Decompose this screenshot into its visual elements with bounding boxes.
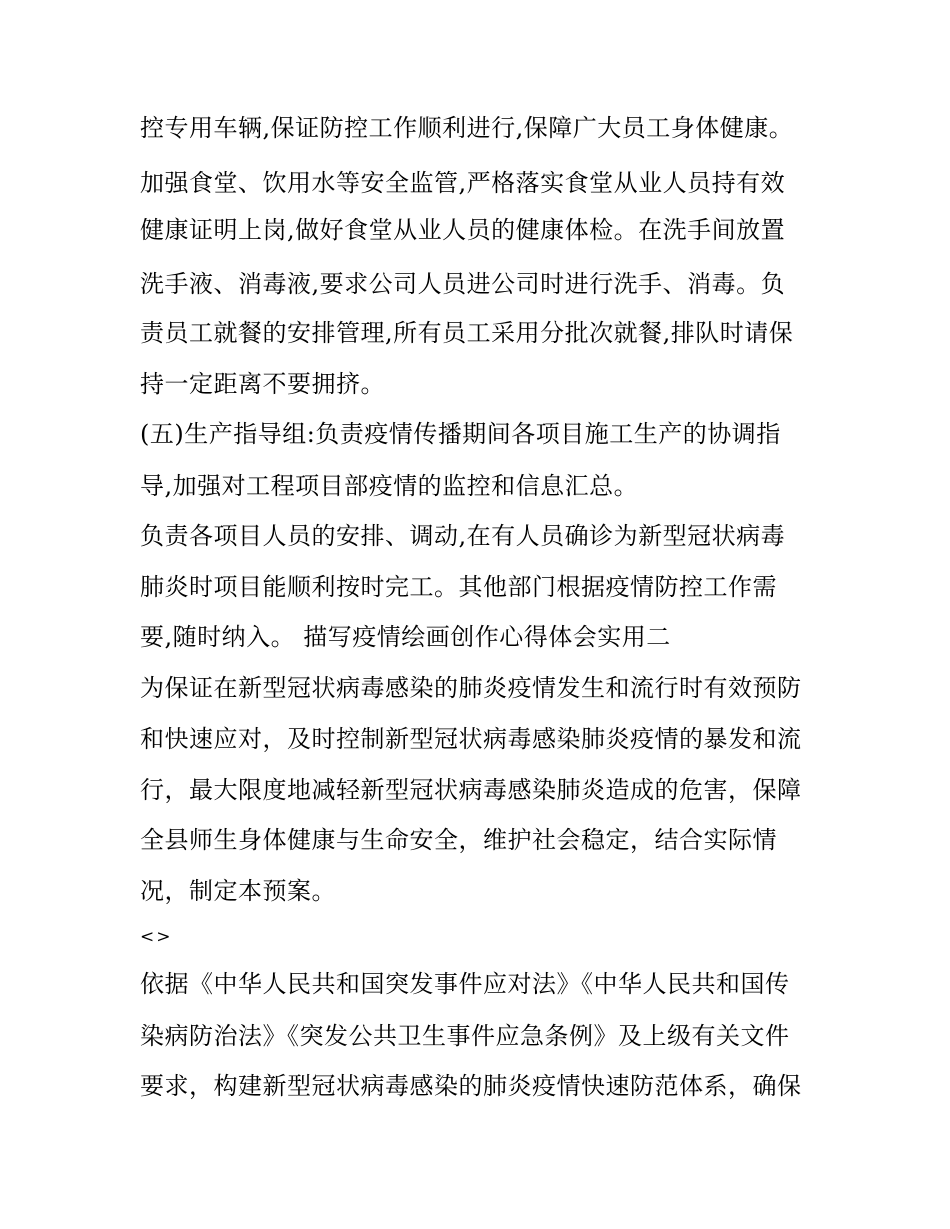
paragraph-line: 况，制定本预案。 bbox=[140, 877, 336, 905]
paragraph-line: 健康证明上岗,做好食堂从业人员的健康体检。在洗手间放置 bbox=[140, 216, 786, 244]
paragraph-line: 染病防治法》《突发公共卫生事件应急条例》及上级有关文件 bbox=[140, 1022, 790, 1050]
paragraph-line: 加强食堂、饮用水等安全监管,严格落实食堂从业人员持有效 bbox=[140, 169, 786, 197]
paragraph-line: 控专用车辆,保证防控工作顺利进行,保障广大员工身体健康。 bbox=[140, 114, 794, 142]
paragraph-line: 为保证在新型冠状病毒感染的肺炎疫情发生和流行时有效预防 bbox=[140, 674, 802, 702]
paragraph-line: 全县师生身体健康与生命安全，维护社会稳定，结合实际情 bbox=[140, 826, 777, 854]
paragraph-line: 行，最大限度地减轻新型冠状病毒感染肺炎造成的危害，保障 bbox=[140, 776, 802, 804]
paragraph-line: 要求，构建新型冠状病毒感染的肺炎疫情快速防范体系，确保 bbox=[140, 1072, 802, 1100]
paragraph-line: 要,随时纳入。 描写疫情绘画创作心得体会实用二 bbox=[140, 623, 671, 651]
paragraph-line: 肺炎时项目能顺利按时完工。其他部门根据疫情防控工作需 bbox=[140, 573, 777, 601]
paragraph-line: 负责各项目人员的安排、调动,在有人员确诊为新型冠状病毒 bbox=[140, 522, 786, 550]
placeholder-marker: <> bbox=[140, 927, 173, 947]
paragraph-line: 持一定距离不要拥挤。 bbox=[140, 370, 385, 398]
paragraph-line: 和快速应对，及时控制新型冠状病毒感染肺炎疫情的暴发和流 bbox=[140, 725, 802, 753]
paragraph-line: 依据《中华人民共和国突发事件应对法》《中华人民共和国传 bbox=[140, 970, 790, 998]
paragraph-line: 洗手液、消毒液,要求公司人员进公司时进行洗手、消毒。负 bbox=[140, 270, 786, 298]
paragraph-line: (五)生产指导组:负责疫情传播期间各项目施工生产的协调指 bbox=[140, 420, 781, 448]
paragraph-line: 导,加强对工程项目部疫情的监控和信息汇总。 bbox=[140, 472, 639, 500]
paragraph-line: 责员工就餐的安排管理,所有员工采用分批次就餐,排队时请保 bbox=[140, 319, 794, 347]
